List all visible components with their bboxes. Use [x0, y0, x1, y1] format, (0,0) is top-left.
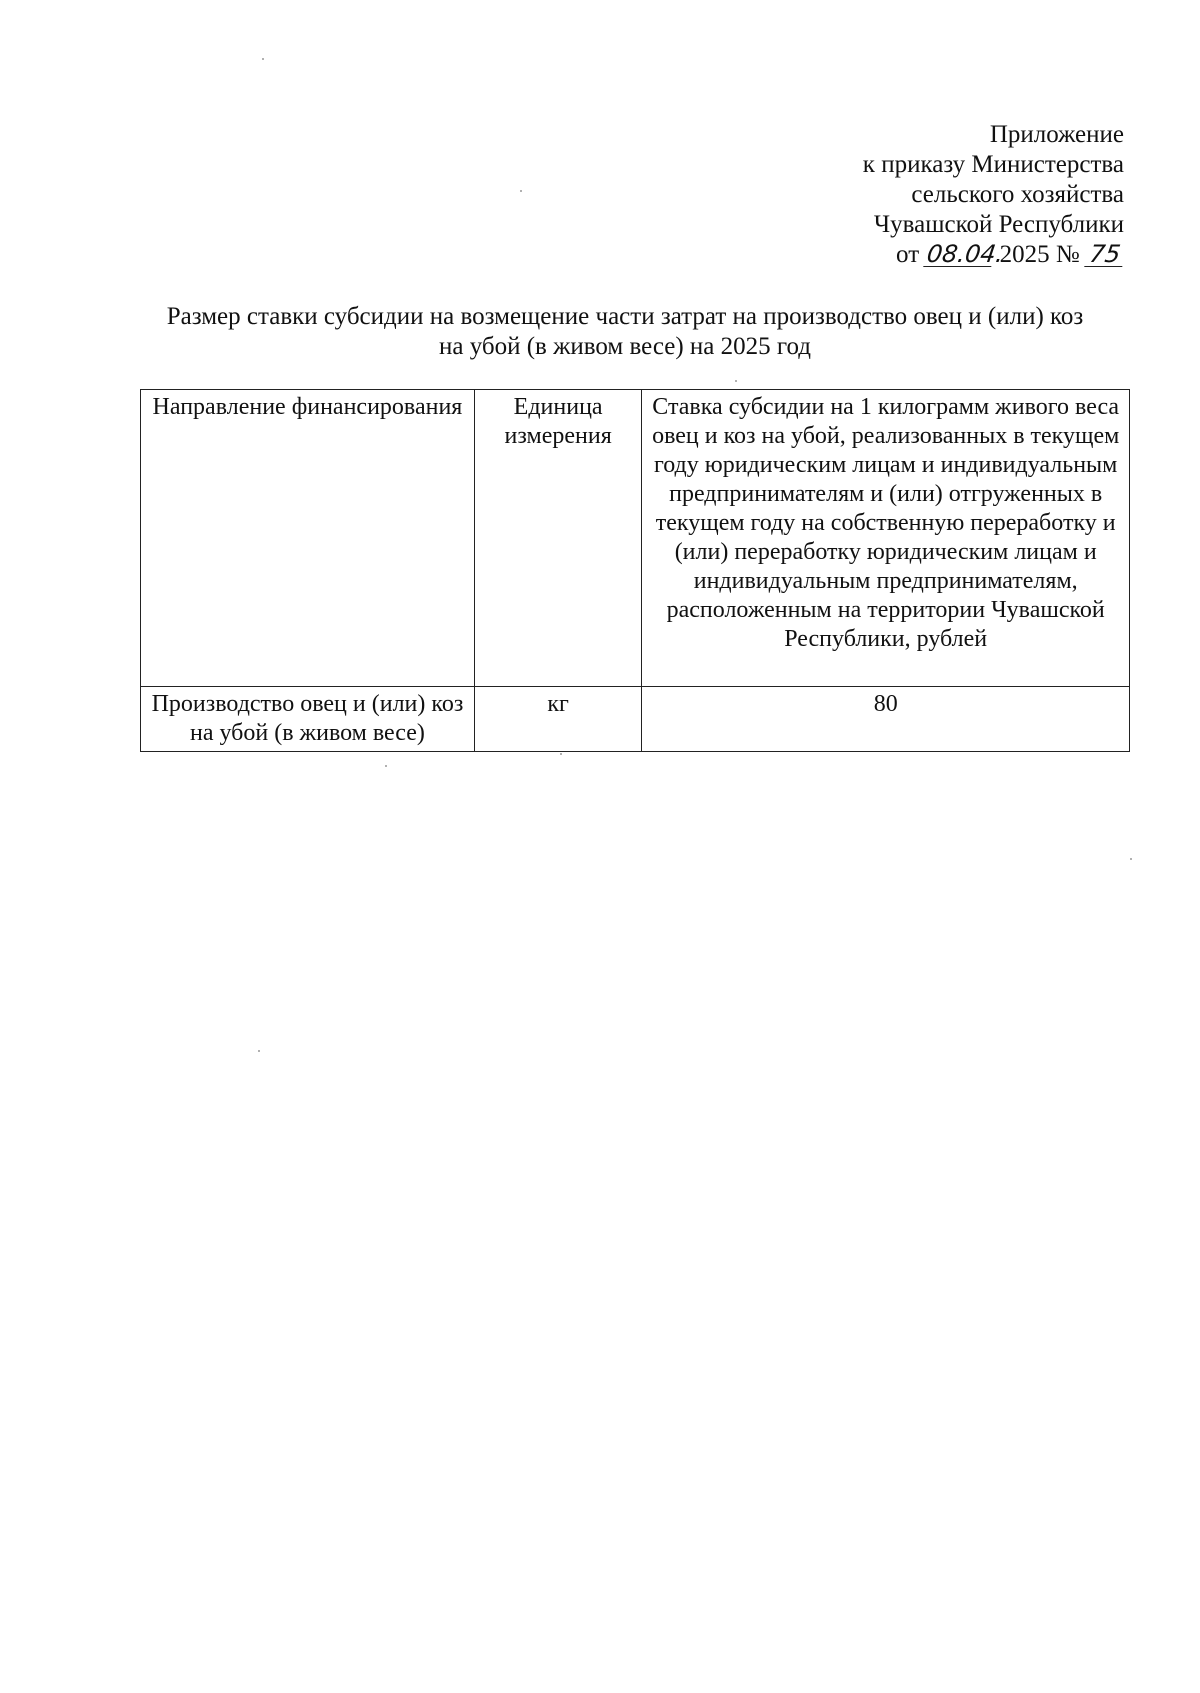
- title-line-2: на убой (в живом весе) на 2025 год: [438, 333, 812, 360]
- scan-speck: [735, 380, 737, 382]
- appendix-ministry: сельского хозяйства: [911, 181, 1124, 208]
- appendix-date-number: [604, 240, 1124, 270]
- subsidy-rate-table: [140, 389, 1130, 752]
- scan-speck: [262, 58, 264, 60]
- handwritten-date: 08.04.: [925, 240, 1006, 268]
- appendix-order-ref: к приказу Министерства: [862, 151, 1124, 178]
- cell-direction: Производство овец и (или) коз на убой (в живом весе): [141, 687, 475, 752]
- scan-speck: [560, 753, 562, 755]
- appendix-title: Приложение: [989, 121, 1124, 148]
- appendix-header: [604, 120, 1124, 270]
- handwritten-order-number: 75: [1084, 242, 1126, 267]
- scan-speck: [520, 190, 522, 192]
- title-line-1: Размер ставки субсидии на возмещение части затрат на производство овец и (или) коз: [166, 303, 1084, 330]
- cell-unit: кг: [474, 687, 641, 752]
- scan-speck: [1130, 858, 1132, 860]
- appendix-republic: Чувашской Республики: [873, 211, 1124, 238]
- order-year: 2025 №: [999, 241, 1080, 268]
- header-rate: Ставка субсидии на 1 килограмм живого веса овец и коз на убой, реализованных в текущем году юридическим лицам и индивидуальным предпринимателям и (или) отгруженных в текущем году на собственную переработку и (или) переработку юридическим лицам и индивидуальным предпринимателям, расположенным на территории Чувашской Республики, рублей: [642, 390, 1130, 687]
- scan-speck: [385, 765, 387, 767]
- document-title: [130, 302, 1120, 362]
- header-unit: Единица измерения: [474, 390, 641, 687]
- table-header-row: [141, 390, 1130, 687]
- date-prefix: от: [896, 241, 920, 268]
- cell-rate: 80: [642, 687, 1130, 752]
- table-row: [141, 687, 1130, 752]
- scan-speck: [258, 1050, 260, 1052]
- header-direction: Направление финансирования: [141, 390, 475, 687]
